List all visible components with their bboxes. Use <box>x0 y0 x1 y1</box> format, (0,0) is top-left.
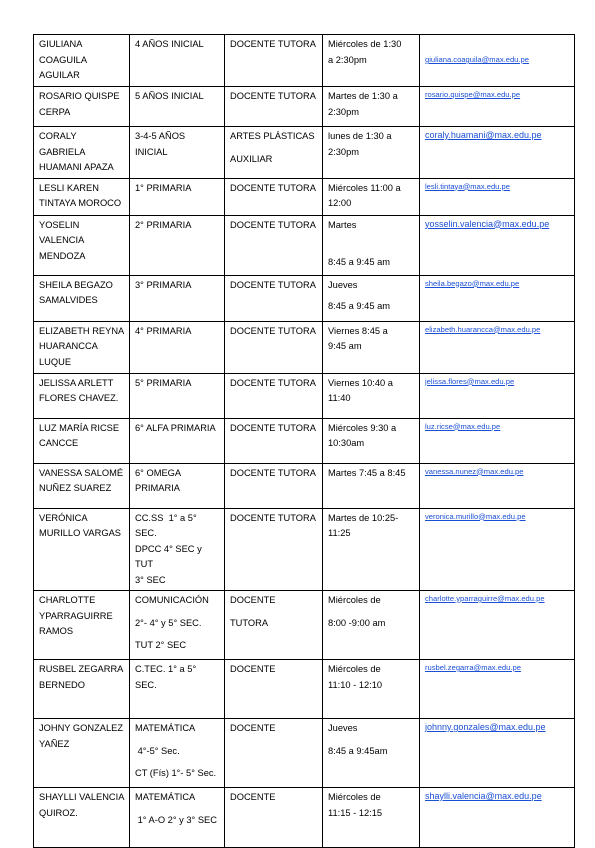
role-line: DOCENTE TUTORA <box>230 182 316 193</box>
grade-line: DPCC 4° SEC y TUT <box>135 543 205 569</box>
staff-table-body <box>34 35 575 848</box>
grade-line: 2° PRIMARIA <box>135 219 192 230</box>
role-cell <box>225 373 323 418</box>
table-row <box>34 591 575 660</box>
role-cell <box>225 660 323 719</box>
email-link[interactable]: vanessa.nunez@max.edu.pe <box>425 466 524 476</box>
grade-line: 3-4-5 AÑOS <box>135 131 186 141</box>
teacher-name-cell <box>34 591 130 660</box>
schedule-line: 8:45 a 9:45 am <box>328 301 391 311</box>
grade-line: MATEMÁTICA <box>135 792 196 802</box>
teacher-name-line: SAMALVIDES <box>39 295 98 305</box>
table-row <box>34 178 575 215</box>
grade-line: INICIAL <box>135 146 168 157</box>
role-cell <box>225 35 323 87</box>
table-row <box>34 463 575 508</box>
schedule-cell <box>323 373 420 418</box>
teacher-name-cell <box>34 178 130 215</box>
schedule-line: Miércoles de <box>328 595 381 605</box>
teacher-name-line: ROSARIO QUISPE <box>39 91 120 101</box>
teacher-name-line: COAGUILA <box>39 54 88 65</box>
teacher-name-line: SHEILA BEGAZO <box>39 279 113 290</box>
role-cell <box>225 275 323 321</box>
email-cell <box>420 127 575 179</box>
grade-cell <box>130 418 225 463</box>
email-link[interactable]: elizabeth.huarancca@max.edu.pe <box>425 324 541 334</box>
email-link[interactable]: giuliana.coaguila@max.edu.pe <box>425 55 529 64</box>
role-cell <box>225 215 323 275</box>
grade-line: TUT 2° SEC <box>135 640 187 650</box>
schedule-line: Miércoles 9:30 a <box>328 422 397 433</box>
table-row <box>34 418 575 463</box>
role-line: DOCENTE TUTORA <box>230 377 316 388</box>
role-line: DOCENTE <box>230 595 276 605</box>
table-row <box>34 660 575 719</box>
teacher-name-line: LUQUE <box>39 356 72 367</box>
teacher-name-line: LESLI KAREN <box>39 182 99 193</box>
teacher-name-cell <box>34 127 130 179</box>
email-cell <box>420 508 575 591</box>
teacher-name-line: VANESSA SALOMÉ <box>39 467 124 478</box>
teacher-name-cell <box>34 719 130 788</box>
schedule-line: Martes de 10:25- <box>328 512 399 523</box>
role-line: TUTORA <box>230 617 269 628</box>
teacher-name-line: MURILLO VARGAS <box>39 528 121 538</box>
grade-cell <box>130 35 225 87</box>
schedule-line: 12:00 <box>328 198 352 208</box>
teacher-name-line: QUIROZ. <box>39 807 78 818</box>
table-row <box>34 127 575 179</box>
teacher-name-cell <box>34 463 130 508</box>
table-row <box>34 321 575 373</box>
grade-line: CT (Fís) 1°- 5° Sec. <box>135 768 217 778</box>
teacher-name-cell <box>34 660 130 719</box>
teacher-name-line: SHAYLLI VALENCIA <box>39 792 125 802</box>
email-cell <box>420 418 575 463</box>
role-cell <box>225 87 323 127</box>
teacher-name-line: AGUILAR <box>39 70 80 80</box>
email-link[interactable]: sheila.begazo@max.edu.pe <box>425 278 520 288</box>
schedule-line: 2:30pm <box>328 146 360 157</box>
email-link[interactable]: jelissa.flores@max.edu.pe <box>425 376 515 386</box>
teacher-name-line: RUSBEL ZEGARRA <box>39 664 124 674</box>
grade-line: CC.SS 1° a 5° SEC. <box>135 512 200 538</box>
teacher-name-line: CERPA <box>39 106 71 117</box>
schedule-line: 11:25 <box>328 528 351 538</box>
email-link[interactable]: yosselin.valencia@max.edu.pe <box>425 218 550 229</box>
schedule-cell <box>323 719 420 788</box>
role-line: AUXILIAR <box>230 153 273 164</box>
schedule-line: 8:45 a 9:45am <box>328 745 388 756</box>
email-link[interactable]: coraly.huamani@max.edu.pe <box>425 130 542 140</box>
schedule-line: Jueves <box>328 279 358 290</box>
teacher-name-line: YAÑEZ <box>39 738 70 749</box>
email-link[interactable]: johnny.gonzales@max.edu.pe <box>425 722 546 732</box>
teacher-name-line: TINTAYA MOROCO <box>39 198 122 208</box>
email-cell <box>420 215 575 275</box>
schedule-cell <box>323 215 420 275</box>
role-cell <box>225 788 323 848</box>
grade-line: 1° PRIMARIA <box>135 182 192 193</box>
email-cell <box>420 719 575 788</box>
schedule-line: Jueves <box>328 723 358 733</box>
teacher-name-line: YPARRAGUIRRE <box>39 610 113 621</box>
table-row <box>34 35 575 87</box>
schedule-cell <box>323 418 420 463</box>
grade-line: 6° OMEGA <box>135 467 182 478</box>
schedule-line: Miércoles 11:00 a <box>328 182 401 193</box>
grade-line: 6° ALFA PRIMARIA <box>135 422 216 433</box>
schedule-cell <box>323 87 420 127</box>
teacher-name-line: HUAMANI APAZA <box>39 162 114 172</box>
schedule-line: 11:40 <box>328 393 351 403</box>
table-row <box>34 275 575 321</box>
role-line: DOCENTE TUTORA <box>230 91 316 101</box>
grade-cell <box>130 178 225 215</box>
grade-cell <box>130 719 225 788</box>
teacher-name-line: JOHNY GONZALEZ <box>39 723 124 733</box>
table-row <box>34 788 575 848</box>
schedule-line: a 2:30pm <box>328 54 367 65</box>
teacher-name-line: RAMOS <box>39 626 74 636</box>
teacher-name-line: CANCCE <box>39 438 79 448</box>
schedule-cell <box>323 35 420 87</box>
schedule-cell <box>323 463 420 508</box>
email-link[interactable]: luz.ricse@max.edu.pe <box>425 421 501 431</box>
schedule-cell <box>323 508 420 591</box>
teacher-name-line: CORALY GABRIELA <box>39 131 86 157</box>
grade-line: MATEMÁTICA <box>135 723 196 733</box>
role-line: ARTES PLÁSTICAS <box>230 131 315 141</box>
teacher-name-line: FLORES CHAVEZ. <box>39 393 119 403</box>
role-line: DOCENTE TUTORA <box>230 325 316 336</box>
teacher-name-cell <box>34 215 130 275</box>
role-line: DOCENTE TUTORA <box>230 422 316 433</box>
schedule-cell <box>323 788 420 848</box>
email-cell <box>420 463 575 508</box>
email-cell <box>420 275 575 321</box>
schedule-cell <box>323 591 420 660</box>
schedule-cell <box>323 127 420 179</box>
role-cell <box>225 508 323 591</box>
schedule-line: Viernes 8:45 a <box>328 325 388 336</box>
teacher-name-line: MENDOZA <box>39 250 86 261</box>
role-cell <box>225 591 323 660</box>
schedule-line: lunes de 1:30 a <box>328 131 392 141</box>
grade-cell <box>130 127 225 179</box>
teacher-name-line: CHARLOTTE <box>39 595 96 605</box>
email-cell <box>420 660 575 719</box>
teacher-name-cell <box>34 418 130 463</box>
schedule-cell <box>323 178 420 215</box>
table-row <box>34 87 575 127</box>
grade-cell <box>130 463 225 508</box>
grade-cell <box>130 508 225 591</box>
role-cell <box>225 719 323 788</box>
grade-line: 2°- 4° y 5° SEC. <box>135 617 202 628</box>
teacher-name-line: ELIZABETH REYNA <box>39 325 125 336</box>
email-link[interactable]: lesli.tintaya@max.edu.pe <box>425 181 510 191</box>
teacher-name-cell <box>34 87 130 127</box>
schedule-line: 2:30pm <box>328 106 360 117</box>
role-line: DOCENTE <box>230 664 276 674</box>
teacher-name-line: JELISSA ARLETT <box>39 377 114 388</box>
email-link[interactable]: rusbel.zegarra@max.edu.pe <box>425 663 521 672</box>
schedule-line: Martes de 1:30 a <box>328 91 398 101</box>
role-line: DOCENTE TUTORA <box>230 39 316 49</box>
grade-line: PRIMARIA <box>135 483 180 493</box>
schedule-line: 10:30am <box>328 438 365 448</box>
grade-line: 4° PRIMARIA <box>135 325 192 336</box>
email-cell <box>420 373 575 418</box>
schedule-line: Martes 7:45 a 8:45 <box>328 467 406 478</box>
table-row <box>34 719 575 788</box>
teacher-name-cell <box>34 321 130 373</box>
schedule-line: 9:45 am <box>328 341 362 351</box>
email-cell <box>420 87 575 127</box>
grade-line: COMUNICACIÓN <box>135 595 209 605</box>
role-cell <box>225 178 323 215</box>
grade-cell <box>130 321 225 373</box>
role-cell <box>225 418 323 463</box>
teacher-name-line: HUARANCCA <box>39 341 98 351</box>
grade-line: C.TEC. 1° a 5° SEC. <box>135 664 199 690</box>
email-link[interactable]: rosario.quispe@max.edu.pe <box>425 90 521 99</box>
grade-cell <box>130 788 225 848</box>
grade-line: 3° SEC <box>135 574 166 585</box>
teacher-name-cell <box>34 35 130 87</box>
role-cell <box>225 463 323 508</box>
role-line: DOCENTE <box>230 723 276 733</box>
schedule-line: 11:15 - 12:15 <box>328 807 383 818</box>
table-row <box>34 508 575 591</box>
teacher-name-cell <box>34 373 130 418</box>
grade-line: 4°-5° Sec. <box>135 745 180 756</box>
schedule-line: Martes <box>328 219 357 230</box>
email-cell <box>420 35 575 87</box>
schedule-line: Miércoles de 1:30 <box>328 39 402 49</box>
schedule-line: 11:10 - 12:10 <box>328 679 383 690</box>
teacher-name-cell <box>34 508 130 591</box>
grade-cell <box>130 373 225 418</box>
grade-line: 5° PRIMARIA <box>135 377 192 388</box>
schedule-line: 8:45 a 9:45 am <box>328 256 391 267</box>
teacher-name-line: LUZ MARÍA RICSE <box>39 422 120 433</box>
staff-table <box>33 34 575 848</box>
schedule-line: Miércoles de <box>328 664 381 674</box>
grade-cell <box>130 275 225 321</box>
teacher-name-line: GIULIANA <box>39 39 83 49</box>
teacher-name-cell <box>34 275 130 321</box>
teacher-name-cell <box>34 788 130 848</box>
schedule-line: Viernes 10:40 a <box>328 377 393 388</box>
grade-cell <box>130 215 225 275</box>
email-cell <box>420 591 575 660</box>
schedule-cell <box>323 321 420 373</box>
grade-cell <box>130 87 225 127</box>
schedule-cell <box>323 275 420 321</box>
table-row <box>34 373 575 418</box>
role-line: DOCENTE TUTORA <box>230 467 316 478</box>
schedule-line: Miércoles de <box>328 792 381 802</box>
schedule-cell <box>323 660 420 719</box>
role-cell <box>225 321 323 373</box>
teacher-name-line: BERNEDO <box>39 679 85 690</box>
teacher-name-line: NUÑEZ SUAREZ <box>39 483 112 493</box>
grade-line: 5 AÑOS INICIAL <box>135 91 204 101</box>
email-link[interactable]: shaylli.valencia@max.edu.pe <box>425 791 542 801</box>
role-line: DOCENTE TUTORA <box>230 279 316 290</box>
role-line: DOCENTE TUTORA <box>230 219 316 230</box>
email-cell <box>420 178 575 215</box>
grade-line: 4 AÑOS INICIAL <box>135 39 204 49</box>
table-row <box>34 215 575 275</box>
grade-line: 3° PRIMARIA <box>135 279 192 290</box>
schedule-line <box>328 239 415 255</box>
grade-cell <box>130 591 225 660</box>
email-link[interactable]: charlotte.yparraguirre@max.edu.pe <box>425 594 545 603</box>
email-cell <box>420 321 575 373</box>
email-link[interactable]: veronica.murillo@max.edu.pe <box>425 511 526 521</box>
grade-line: 1° A-O 2° y 3° SEC <box>135 814 217 825</box>
email-cell <box>420 788 575 848</box>
schedule-line: 8:00 -9:00 am <box>328 617 386 628</box>
grade-cell <box>130 660 225 719</box>
role-cell <box>225 127 323 179</box>
role-line: DOCENTE TUTORA <box>230 512 316 523</box>
teacher-name-line: YOSELIN VALENCIA <box>39 219 85 245</box>
teacher-name-line: VERÓNICA <box>39 512 88 523</box>
role-line: DOCENTE <box>230 792 276 802</box>
